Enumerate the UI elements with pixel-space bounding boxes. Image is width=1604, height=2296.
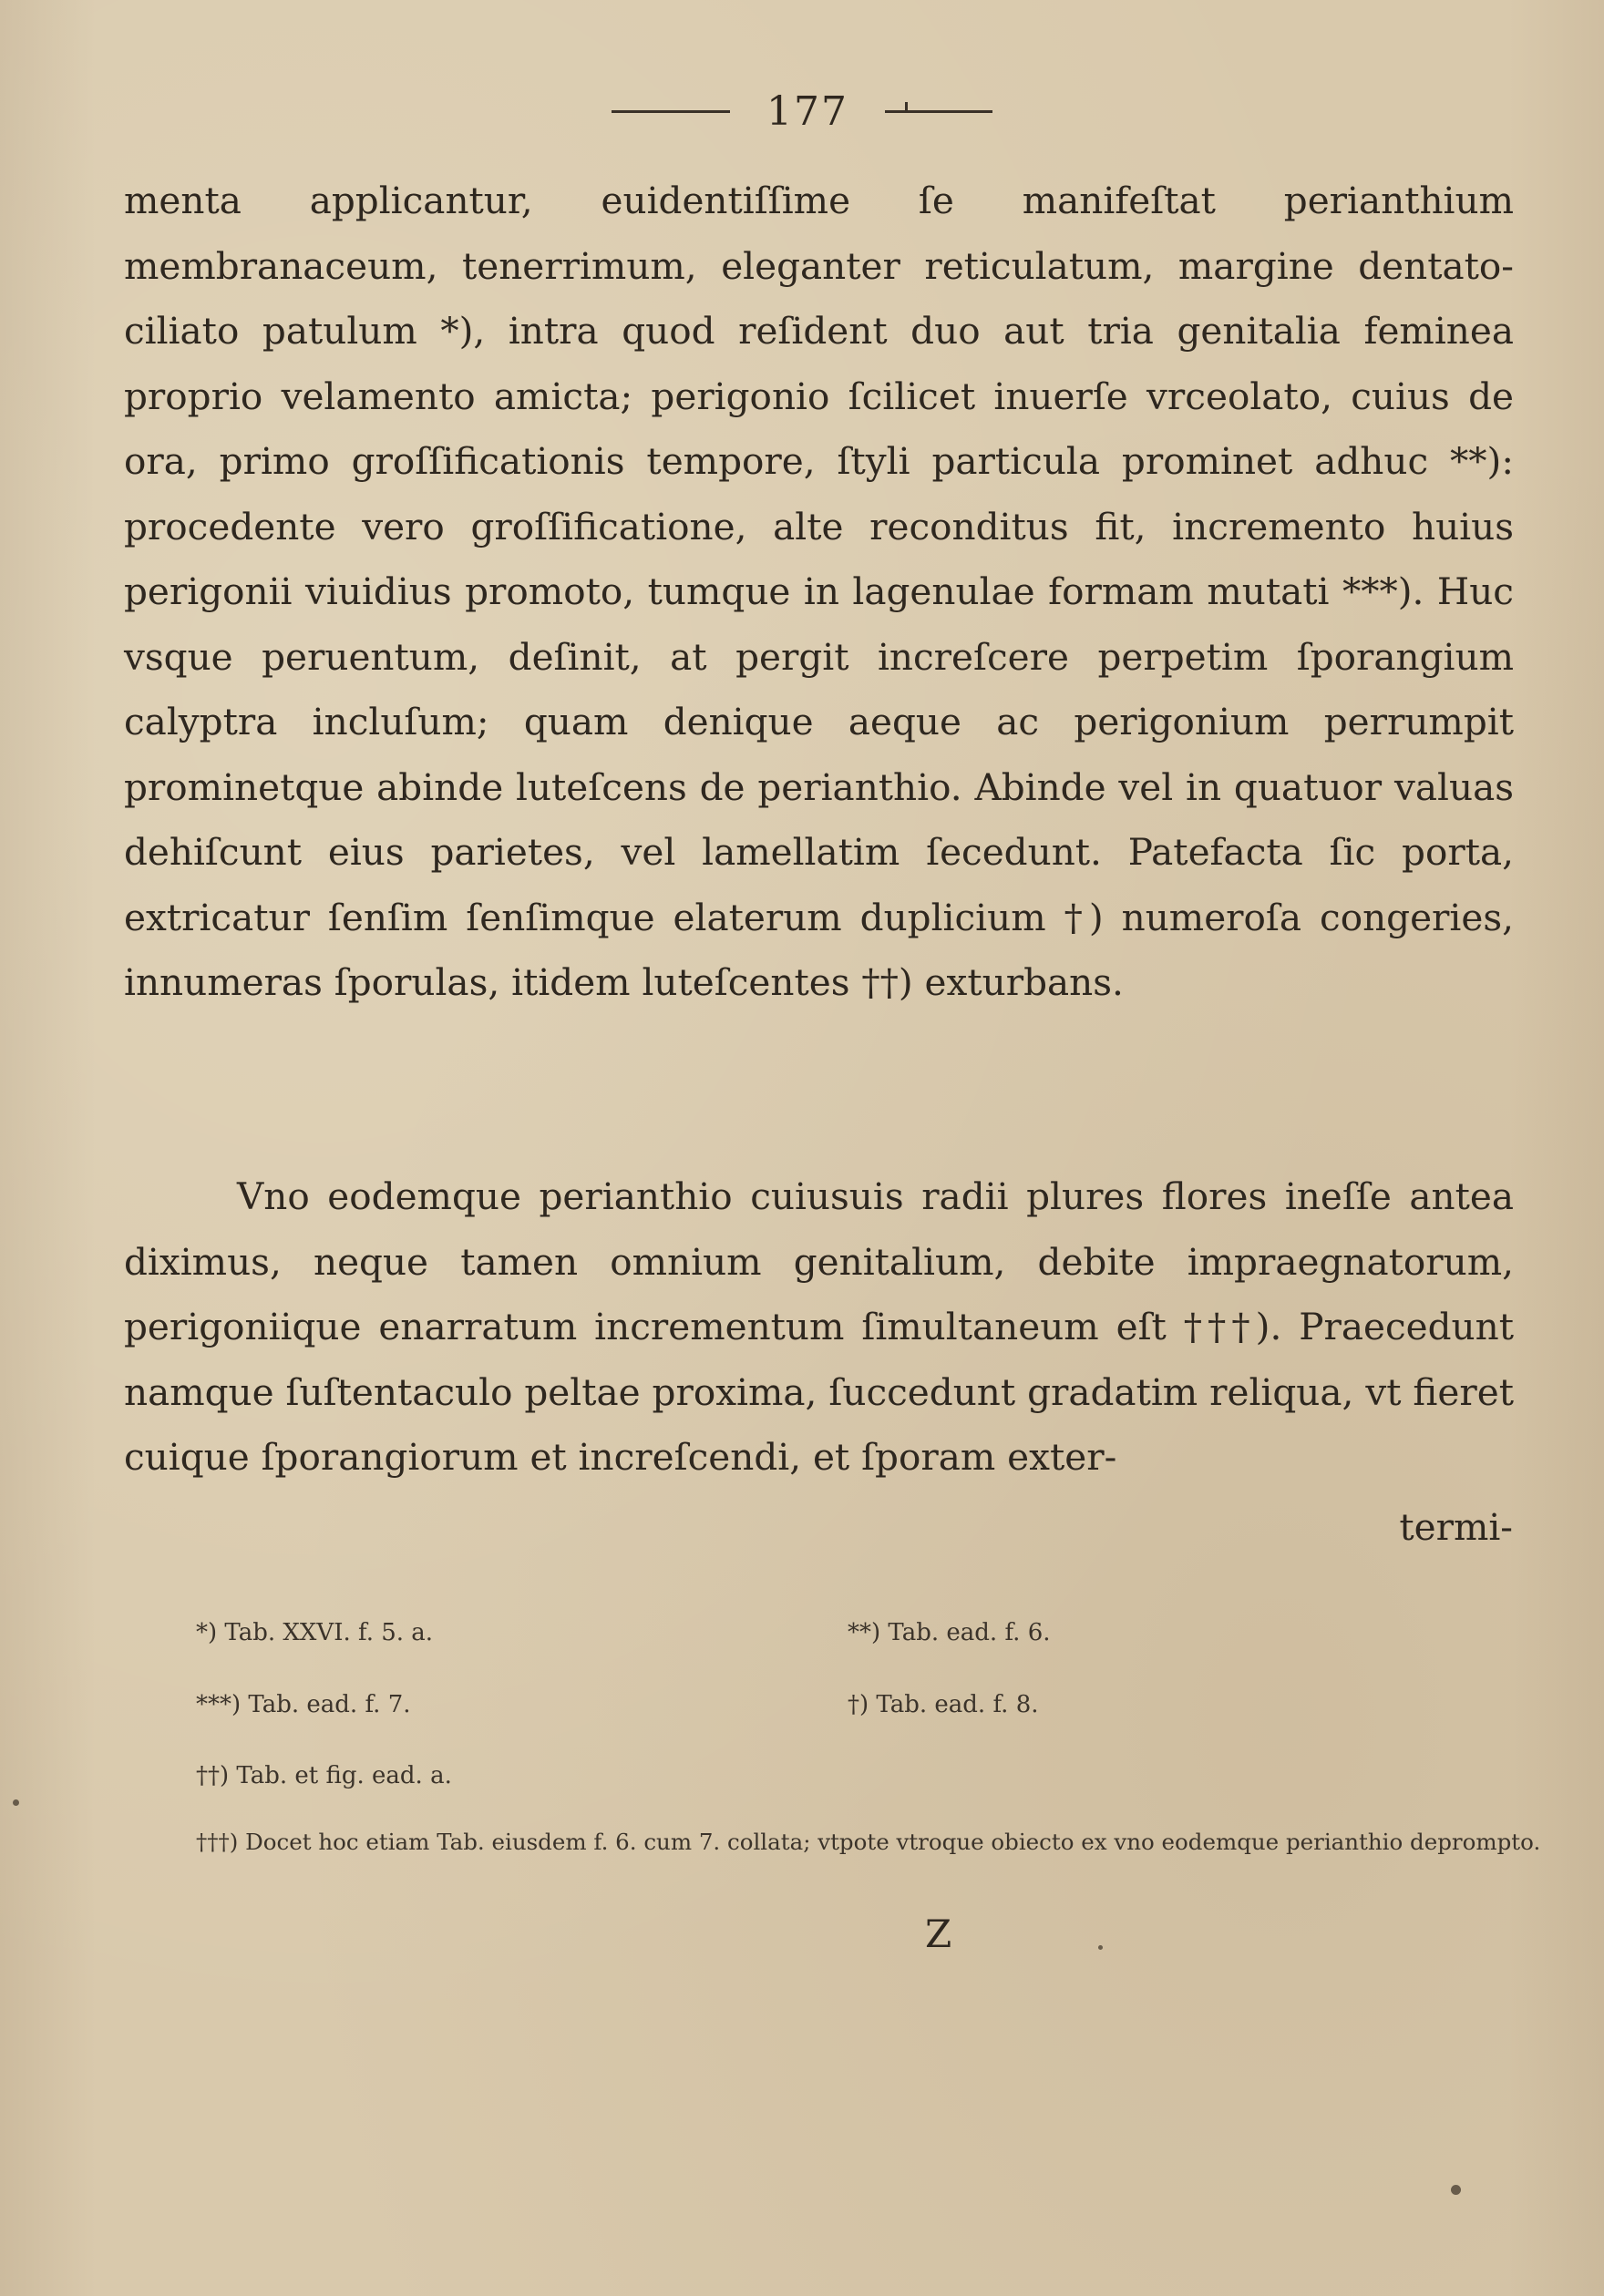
paper-speck: [13, 1799, 19, 1806]
footnote-1: *) Tab. XXVI. f. 5. a.: [196, 1619, 434, 1646]
paragraph-1: menta applicantur, euidentiſſime ſe manifeſtat perianthium membranaceum, tenerrimum, eleganter reticulatum, margine dentato-ciliato patulum *), intra quod reſident duo aut tria genitalia feminea proprio velamento amicta; perigonio ſcilicet inuerſe vrceolato, cuius de ora, primo groſſificationis tempore, ſtyli particula prominet adhuc **): procedente vero groſſificatione, alte reconditus fit, incremento huius perigonii viuidius promoto, tumque in lagenulae formam mutati ***). Huc vsque peruentum, deſinit, at pergit increſcere perpetim ſporangium calyptra incluſum; quam denique aeque ac perigonium perrumpit prominetque abinde luteſcens de perianthio. Abinde vel in quatuor valuas dehiſcunt eius parietes, vel lamellatim ſecedunt. Patefacta ſic porta, extricatur ſenſim ſenſimque elaterum duplicium †) numeroſa congeries, innumeras ſporulas, itidem luteſcentes ††) exturbans.: [124, 179, 1514, 1004]
signature-mark: Z: [925, 1912, 952, 1956]
footnote-2: **) Tab. ead. f. 6.: [848, 1619, 1051, 1646]
footnote-4: †) Tab. ead. f. 8.: [848, 1691, 1039, 1718]
footnote-3: ***) Tab. ead. f. 7.: [196, 1691, 411, 1718]
running-header: [0, 84, 1604, 138]
header-rule-left: [612, 110, 730, 113]
paragraph-2: Vno eodemque perianthio cuiusuis radii plures flores ineſſe antea diximus, neque tamen omnium genitalium, debite impraegnatorum, perigoniique enarratum incrementum ſimultaneum eſt †††). Praecedunt namque ſuſtentaculo peltae proxima, ſuccedunt gradatim reliqua, vt fieret cuique ſporangiorum et increſcendi, et ſporam exter-: [124, 1174, 1514, 1479]
page-number: 177: [766, 87, 848, 135]
paper-speck: [1451, 2185, 1461, 2195]
footnote-5: ††) Tab. et fig. ead. a.: [196, 1762, 452, 1789]
paper-speck: [1098, 1945, 1103, 1950]
catchword: termi-: [1399, 1505, 1513, 1549]
footnote-6: †††) Docet hoc etiam Tab. eiusdem f. 6. cum 7. collata; vtpote vtroque obiecto ex vno eodemque perianthio deprompto.: [196, 1829, 1541, 1855]
header-rule-right: [885, 110, 992, 113]
